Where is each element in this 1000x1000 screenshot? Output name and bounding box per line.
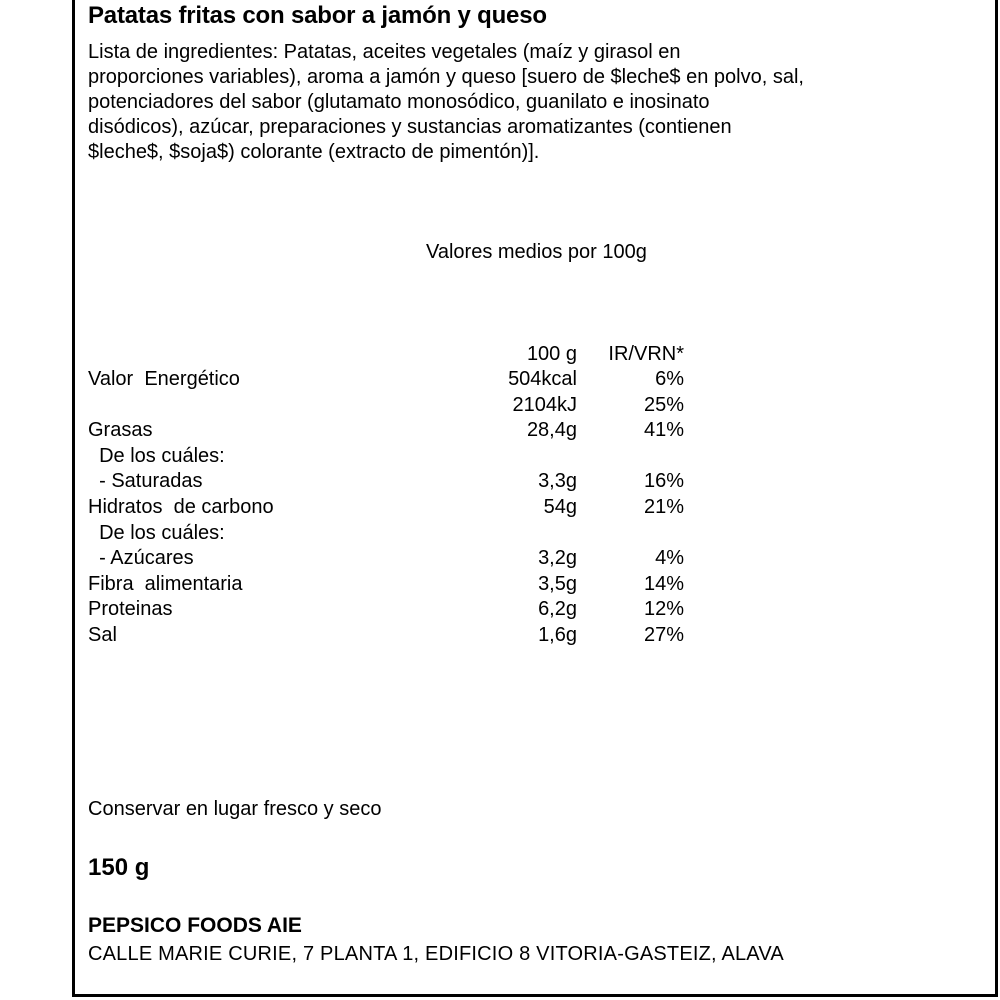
nutrition-value: 2104kJ <box>512 394 577 416</box>
nutrition-pct: 25% <box>643 394 684 416</box>
nutrition-row <box>0 522 1000 547</box>
nutrition-label: De los cuáles: <box>88 445 225 467</box>
nutrition-value: 6,2g <box>538 598 577 620</box>
ingredients-line: potenciadores del sabor (glutamato monosódico, guanilato e inosinato <box>88 91 710 113</box>
nutrition-row <box>0 547 1000 572</box>
ingredients-line: disódicos), azúcar, preparaciones y sustancias aromatizantes (contienen <box>88 116 732 138</box>
nutrition-pct: 21% <box>643 496 684 518</box>
nutrition-pct: 6% <box>655 368 684 390</box>
ingredients-line: Lista de ingredientes: Patatas, aceites vegetales (maíz y girasol en <box>88 41 681 63</box>
nutrition-row <box>0 419 1000 444</box>
nutrition-pct: 16% <box>643 470 684 492</box>
nutrition-pct: 14% <box>643 573 684 595</box>
nutrition-pct: 27% <box>643 624 684 646</box>
nutrition-column-headers <box>0 343 1000 368</box>
nutrition-value: 3,5g <box>538 573 577 595</box>
nutrition-value: 28,4g <box>526 419 577 441</box>
nutrition-label: - Azúcares <box>88 547 194 569</box>
nutrition-value: 54g <box>543 496 577 518</box>
column-header-value: 100 g <box>526 343 577 365</box>
nutrition-label: Grasas <box>88 419 153 441</box>
company-address: CALLE MARIE CURIE, 7 PLANTA 1, EDIFICIO 8 VITORIA-GASTEIZ, ALAVA <box>88 943 784 965</box>
nutrition-row <box>0 598 1000 623</box>
nutrition-row <box>0 445 1000 470</box>
nutrition-row <box>0 624 1000 649</box>
nutrition-pct: 12% <box>643 598 684 620</box>
nutrition-row <box>0 470 1000 495</box>
nutrition-value: 1,6g <box>538 624 577 646</box>
nutrition-pct: 4% <box>655 547 684 569</box>
nutrition-value: 3,2g <box>538 547 577 569</box>
net-weight: 150 g <box>88 854 150 881</box>
nutrition-label: Valor Energético <box>88 368 240 390</box>
ingredients-line: proporciones variables), aroma a jamón y queso [suero de $leche$ en polvo, sal, <box>88 66 804 88</box>
nutrition-label: Proteinas <box>88 598 173 620</box>
nutrition-subheading: Valores medios por 100g <box>426 241 647 263</box>
storage-instructions: Conservar en lugar fresco y seco <box>88 798 382 820</box>
product-title: Patatas fritas con sabor a jamón y queso <box>88 2 547 29</box>
ingredients-list <box>88 40 948 165</box>
nutrition-label: Sal <box>88 624 117 646</box>
nutrition-label: Fibra alimentaria <box>88 573 243 595</box>
nutrition-pct: 41% <box>643 419 684 441</box>
nutrition-row <box>0 496 1000 521</box>
nutrition-value: 504kcal <box>508 368 577 390</box>
nutrition-label: Hidratos de carbono <box>88 496 274 518</box>
nutrition-row <box>0 573 1000 598</box>
nutrition-row <box>0 368 1000 393</box>
nutrition-value: 3,3g <box>538 470 577 492</box>
nutrition-label: - Saturadas <box>88 470 203 492</box>
nutrition-label: De los cuáles: <box>88 522 225 544</box>
nutrition-row <box>0 394 1000 419</box>
ingredients-line: $leche$, $soja$) colorante (extracto de pimentón)]. <box>88 141 540 163</box>
column-header-pct: IR/VRN* <box>608 343 684 365</box>
company-name: PEPSICO FOODS AIE <box>88 914 302 937</box>
